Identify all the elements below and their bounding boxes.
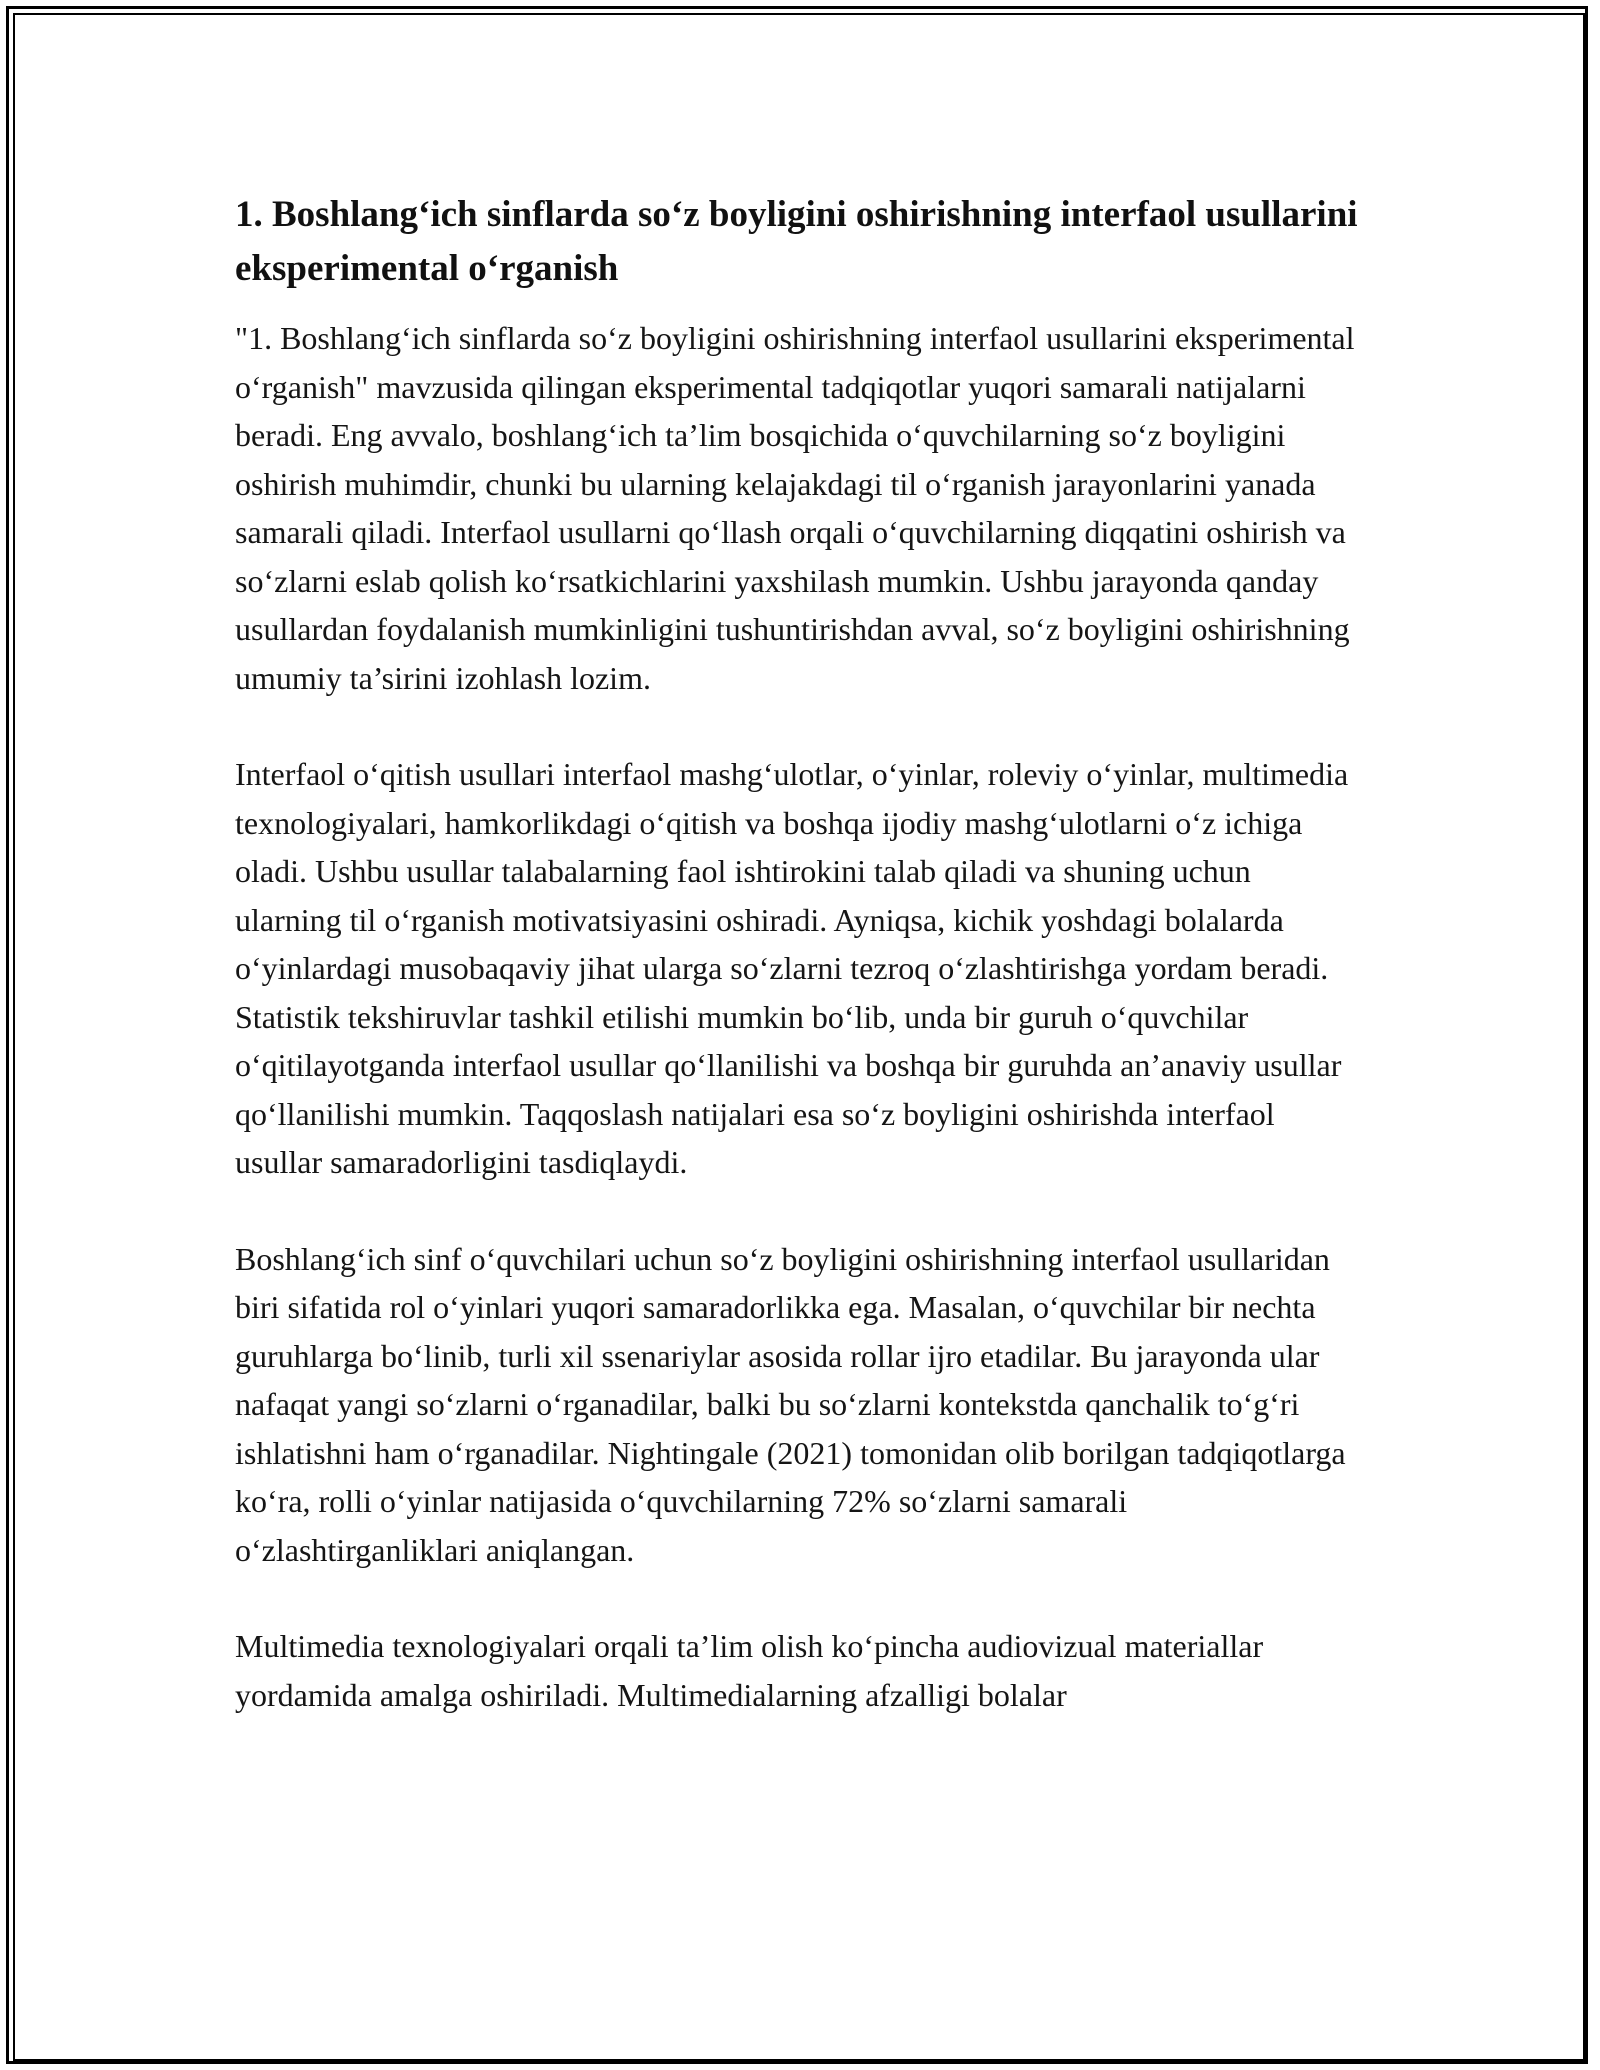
- paragraph-intro: "1. Boshlang‘ich sinflarda so‘z boyligini oshirishning interfaol usullarini eksperimental o‘rganish" mavzusida qilingan eksperimental tadqiqotlar yuqori samarali natijalarni beradi. Eng avvalo, boshlang‘ich ta’lim bosqichida o‘quvchilarning so‘z boyligini oshirish muhimdir, chunki bu ularning kelajakdagi til o‘rganish jarayonlarini yanada samarali qiladi. Interfaol usullarni qo‘llash orqali o‘quvchilarning diqqatini oshirish va so‘zlarni eslab qolish ko‘rsatkichlarini yaxshilash mumkin. Ushbu jarayonda qanday usullardan foydalanish mumkinligini tushuntirishdan avval, so‘z boyligini oshirishning umumiy ta’sirini izohlash lozim.: [235, 320, 1355, 696]
- paragraph-multimedia: Multimedia texnologiyalari orqali ta’lim olish ko‘pincha audiovizual materiallar yordamida amalga oshiriladi. Multimedialarning afzalligi bolalar: [235, 1628, 1264, 1713]
- document-body: [235, 188, 1365, 1767]
- section-heading: 1. Boshlang‘ich sinflarda so‘z boyligini oshirishning interfaol usullarini eksperimental o‘rganish: [235, 194, 1358, 289]
- paragraph-interactive-methods: Interfaol o‘qitish usullari interfaol mashg‘ulotlar, o‘yinlar, roleviy o‘yinlar, multimedia texnologiyalari, hamkorlikdagi o‘qitish va boshqa ijodiy mashg‘ulotlarni o‘z ichiga oladi. Ushbu usullar talabalarning faol ishtirokini talab qiladi va shuning uchun ularning til o‘rganish motivatsiyasini oshiradi. Ayniqsa, kichik yoshdagi bolalarda o‘yinlardagi musobaqaviy jihat ularga so‘zlarni tezroq o‘zlashtirishga yordam beradi. Statistik tekshiruvlar tashkil etilishi mumkin bo‘lib, unda bir guruh o‘quvchilar o‘qitilayotganda interfaol usullar qo‘llanilishi va boshqa bir guruhda an’anaviy usullar qo‘llanilishi mumkin. Taqqoslash natijalari esa so‘z boyligini oshirishda interfaol usullar samaradorligini tasdiqlaydi.: [235, 756, 1349, 1180]
- paragraph-role-play: Boshlang‘ich sinf o‘quvchilari uchun so‘z boyligini oshirishning interfaol usullaridan biri sifatida rol o‘yinlari yuqori samaradorlikka ega. Masalan, o‘quvchilar bir nechta guruhlarga bo‘linib, turli xil ssenariylar asosida rollar ijro etadilar. Bu jarayonda ular nafaqat yangi so‘zlarni o‘rganadilar, balki bu so‘zlarni kontekstda qanchalik to‘g‘ri ishlatishni ham o‘rganadilar. Nightingale (2021) tomonidan olib borilgan tadqiqotlarga ko‘ra, rolli o‘yinlar natijasida o‘quvchilarning 72% so‘zlarni samarali o‘zlashtirganliklari aniqlangan.: [235, 1240, 1346, 1568]
